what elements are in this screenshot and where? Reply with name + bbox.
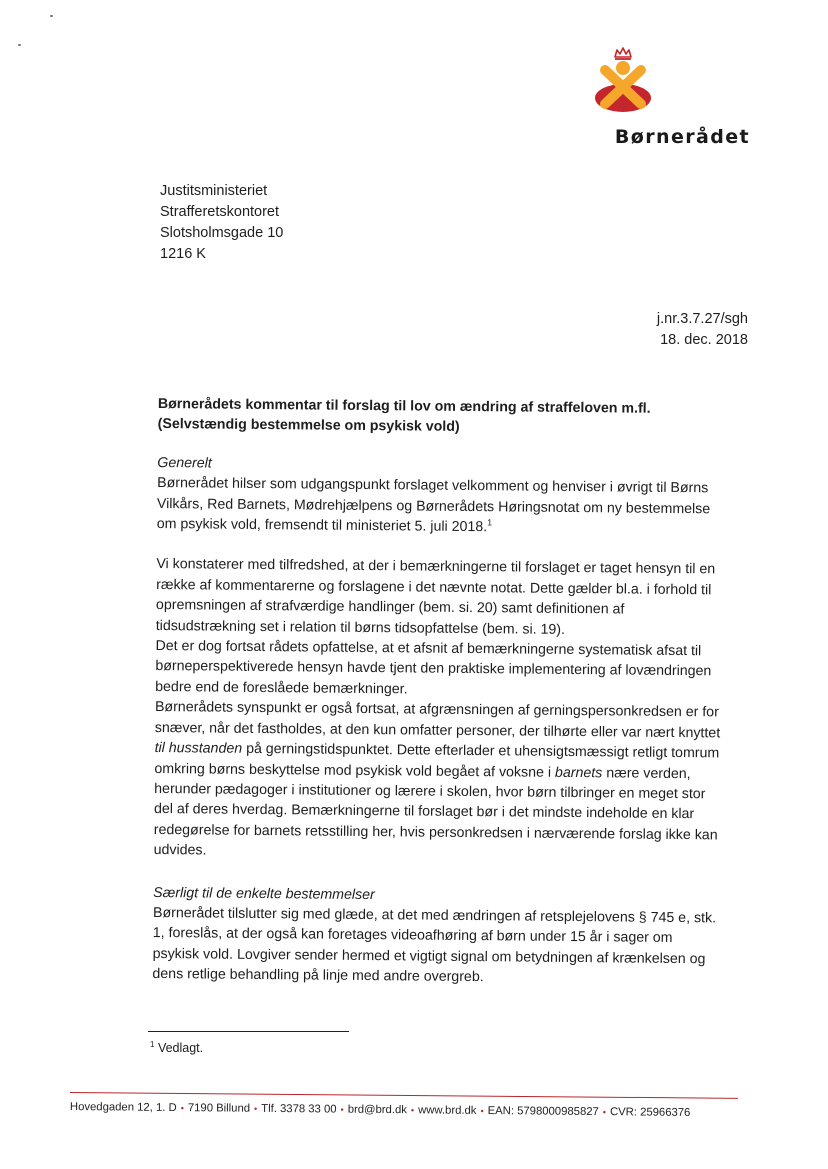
- bullet-separator: •: [254, 1103, 258, 1114]
- footnote-number: 1: [150, 1039, 155, 1049]
- footer-divider: [70, 1092, 738, 1099]
- section-heading: Særligt til de enkelte bestemmelser: [153, 884, 375, 903]
- footnote-divider: [148, 1031, 349, 1032]
- footer-phone: Tlf. 3378 33 00: [261, 1102, 337, 1116]
- footnote-reference: 1: [487, 517, 493, 528]
- bullet-separator: •: [180, 1103, 184, 1114]
- reference-block: [657, 309, 748, 351]
- footer-address: Hovedgaden 12, 1. D: [69, 1101, 177, 1115]
- paragraph-text: Børnerådets synspunkt er også fortsat, at afgrænsningen af gerningspersonkredsen er for snæver, når det fastholdes, at den kun omfatter personer, der tilhørte eller var nært knyttet: [154, 699, 721, 742]
- paragraph: Vi konstaterer med tilfredshed, at der i bemærkningerne til forslaget er taget hensyn til en række af kommentarerne og forslagene i det nævnte notat. Dette gælder bl.a. i forhold til opremsningen af strafværdige handlinger (bem. si. 20) samt definitionen af tidsudstrækning set i relation til børns tidsopfattelse (bem. si. 19).: [155, 556, 716, 638]
- brand-name: Børnerådet: [614, 126, 750, 148]
- paragraph: [157, 473, 728, 540]
- emphasis-text: til husstanden: [154, 740, 243, 757]
- footer-email: brd@brd.dk: [347, 1103, 408, 1117]
- address-line: Strafferetskontoret: [160, 204, 280, 220]
- footer-contact: [70, 1101, 770, 1120]
- journal-number: j.nr.3.7.27/sgh: [656, 311, 748, 327]
- recipient-address: [160, 181, 283, 265]
- letter-body: [152, 394, 728, 990]
- paragraph: Det er dog fortsat rådets opfattelse, at et afsnit af bemærkningerne systematisk afsat til børneperspektiverede hensyn havde tjent den praktiske implementering af lovændringen bedre end de foreslåede bemærkninger.: [155, 638, 712, 698]
- address-line: Justitsministeriet: [160, 183, 268, 199]
- footer-ean: EAN: 5798000985827: [487, 1105, 599, 1119]
- paragraph-text: Børnerådet hilser som udgangspunkt forslaget velkomment og henviser i øvrigt til Børns Vilkårs, Red Barnets, Mødrehjælpens og Børnerådets Høringsnotat om ny bestemmelse om psykisk vold, fremsendt til ministeriet 5. juli 2018.: [156, 475, 711, 536]
- paragraph-text: på gerningstidspunktet. Dette efterlader et uhensigtsmæssigt retligt tomrum omkring børns beskyttelse mod psykisk vold begået af voksne i: [154, 740, 720, 781]
- bullet-separator: •: [340, 1104, 344, 1115]
- footer-cvr: CVR: 25966376: [609, 1106, 691, 1119]
- section-heading: Generelt: [157, 454, 212, 472]
- child-with-crown-logo: [588, 46, 664, 116]
- footnote: [150, 1041, 203, 1055]
- letter-title: Børnerådets kommentar til forslag til lov om ændring af straffeloven m.fl. (Selvstændig bestemmelse om psykisk vold): [157, 395, 651, 436]
- paragraph: Børnerådet tilslutter sig med glæde, at det med ændringen af retsplejelovens § 745 e, stk. 1, foreslås, at der også kan foretages videoafhøring af børn under 15 år i sager om psykisk vold. Lovgiver sender hermed et vigtigt signal om betydningen af krænkelsen og dens retlige behandling på linje med andre overgreb.: [152, 904, 717, 986]
- emphasis-text: barnets: [554, 764, 603, 781]
- bullet-separator: •: [602, 1107, 607, 1118]
- paragraph-text: nære verden, herunder pædagoger i institutioner og lærere i skolen, hvor børn tilbringer en meget stor del af deres hverdag. Bemærkningerne til forslaget bør i det mindste indeholde en klar redegørelse for barnets retsstilling her, hvis personkredsen i nærværende forslag ikke kan udvides.: [153, 764, 718, 859]
- bullet-separator: •: [480, 1105, 484, 1116]
- footer-city: 7190 Billund: [187, 1102, 251, 1115]
- footer-website: www.brd.dk: [418, 1104, 477, 1117]
- bullet-separator: •: [410, 1105, 415, 1116]
- scan-speck: [18, 44, 21, 46]
- paragraph: [154, 697, 726, 866]
- address-line: 1216 K: [160, 246, 206, 262]
- scan-speck: [50, 15, 53, 17]
- footnote-text: Vedlagt.: [157, 1041, 204, 1055]
- letter-date: 18. dec. 2018: [660, 332, 748, 348]
- address-line: Slotsholmsgade 10: [160, 225, 284, 241]
